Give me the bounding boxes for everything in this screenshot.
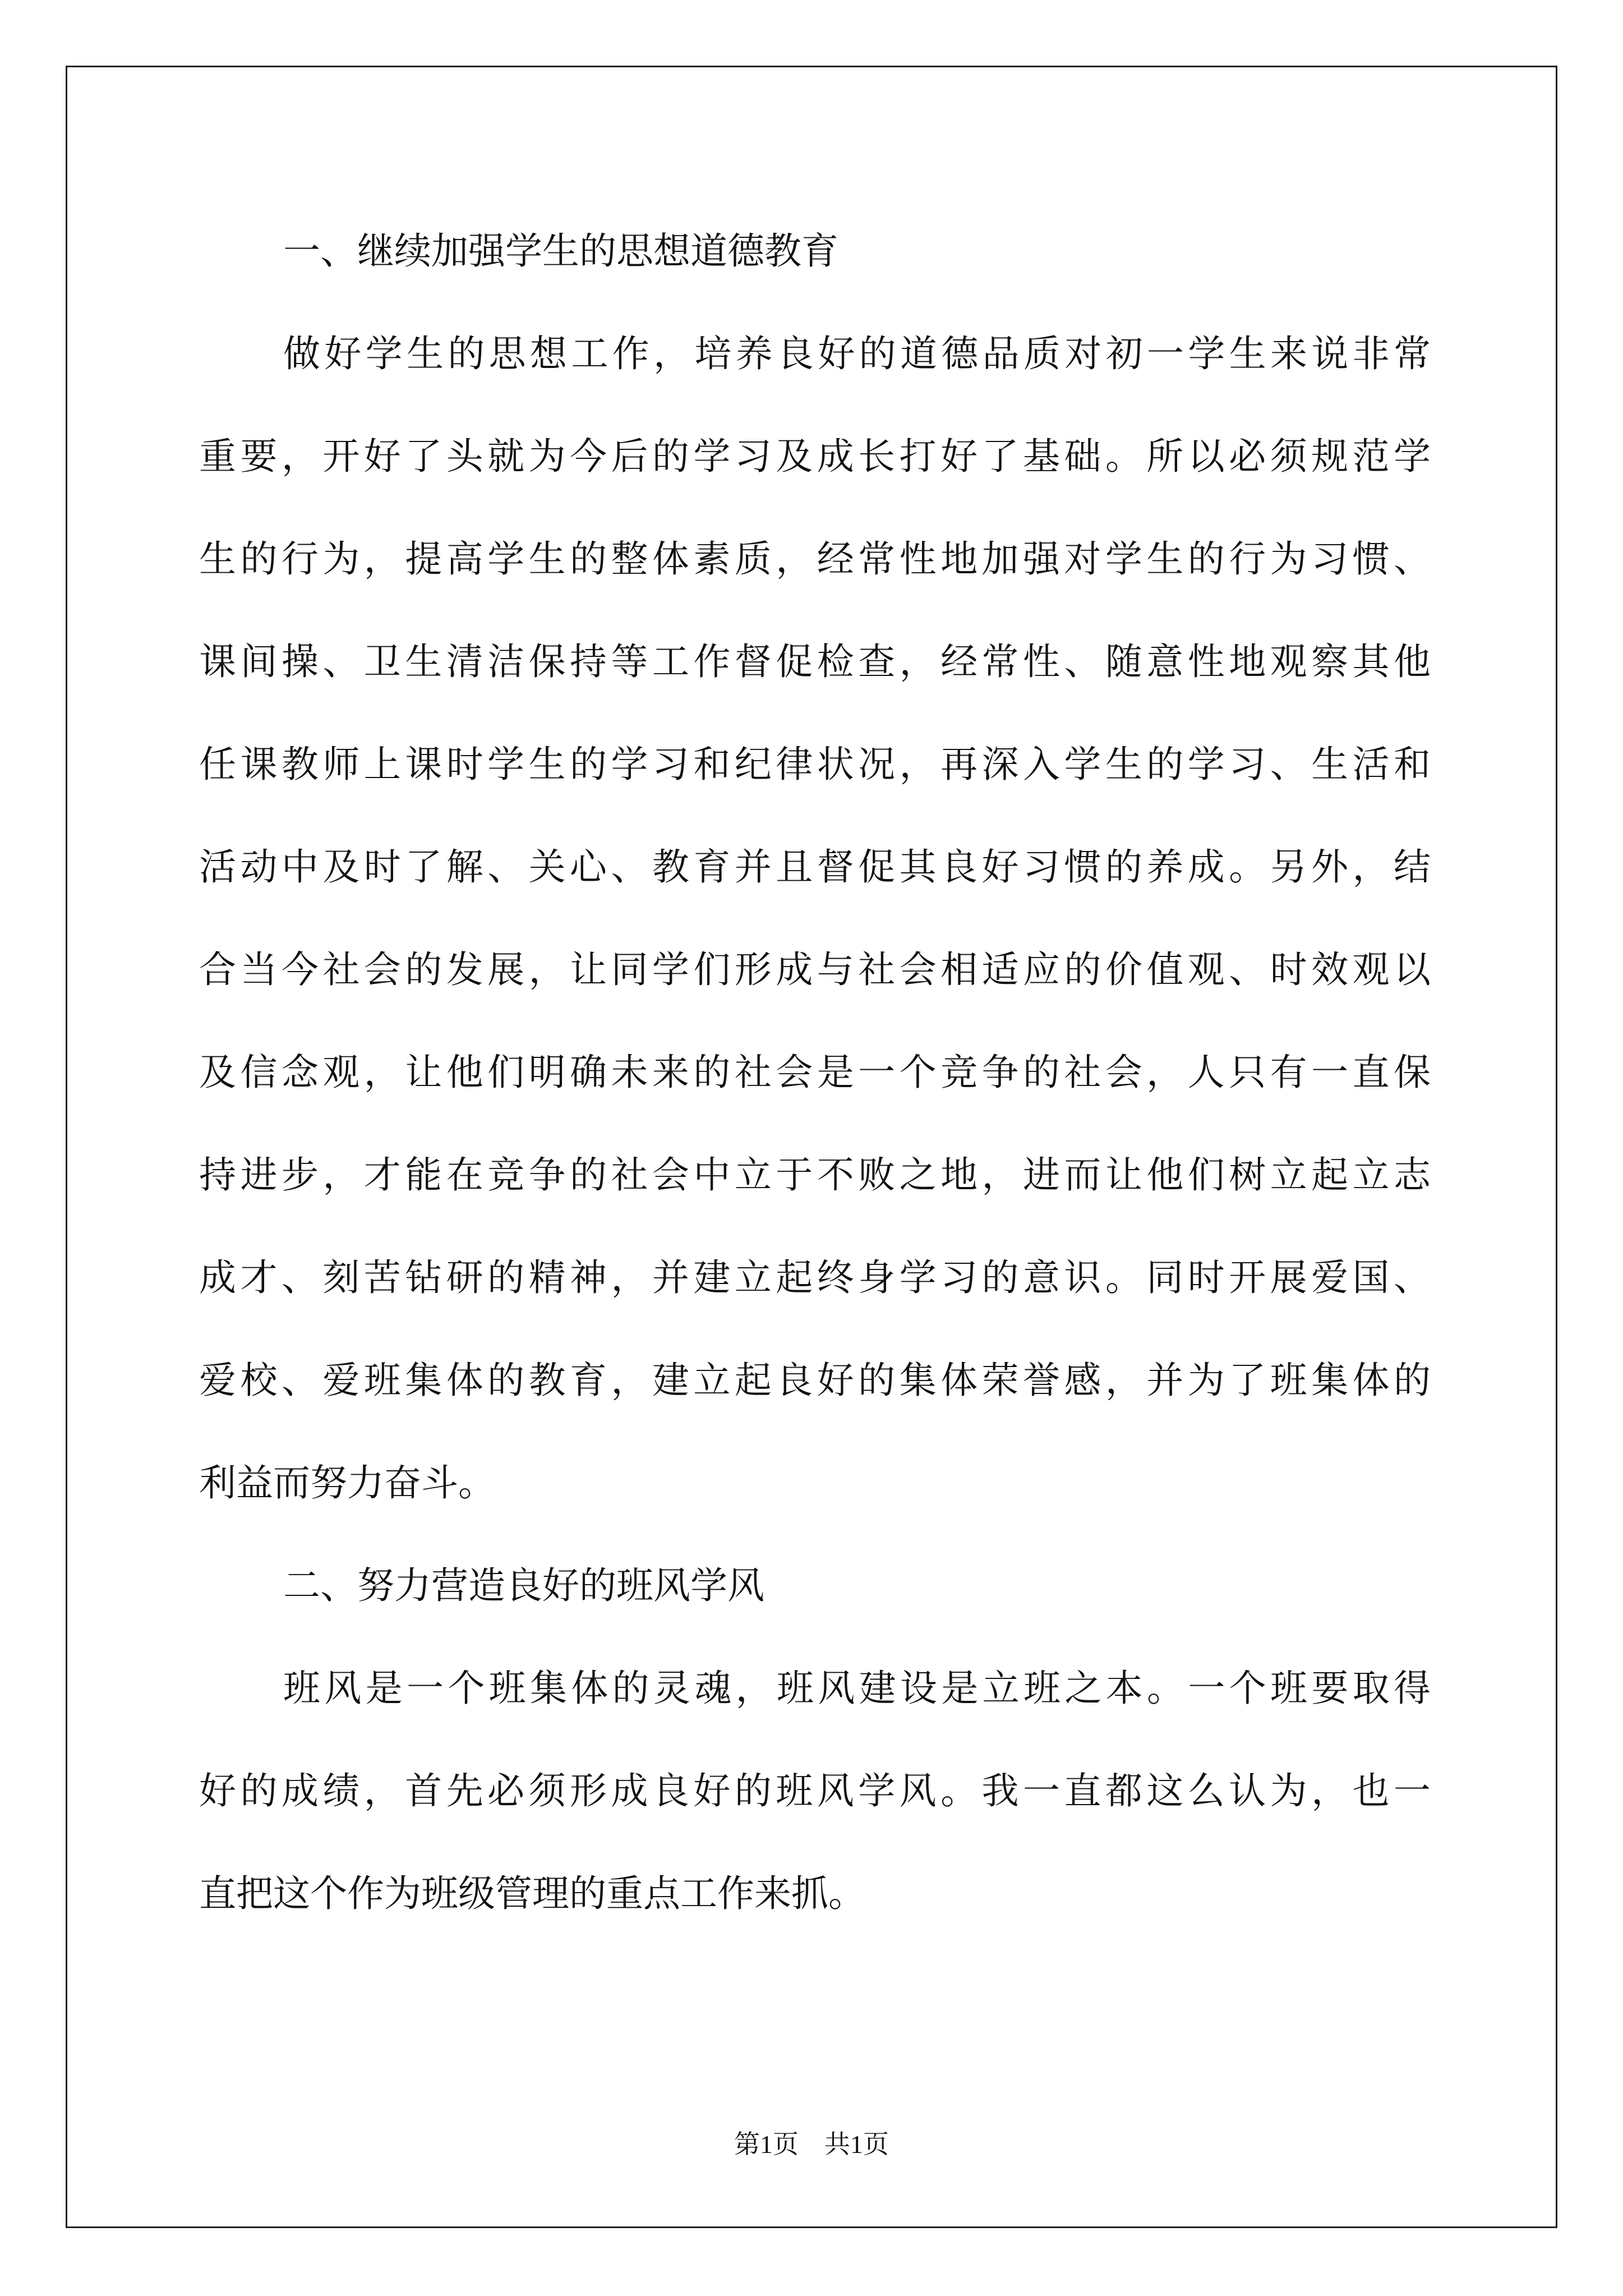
paragraph-line: 利益而努力奋斗。: [199, 1461, 495, 1504]
paragraph-line: 活动中及时了解、关心、教育并且督促其良好习惯的养成。另外，结: [199, 845, 1431, 889]
heading-2: 二、努力营造良好的班风学风: [283, 1564, 764, 1607]
paragraph-line: 合当今社会的发展，让同学们形成与社会相适应的价值观、时效观以: [199, 948, 1431, 991]
paragraph-line: 任课教师上课时学生的学习和纪律状况，再深入学生的学习、生活和: [199, 743, 1431, 786]
paragraph-line: 做好学生的思想工作，培养良好的道德品质对初一学生来说非常: [283, 332, 1431, 375]
paragraph-line: 生的行为，提高学生的整体素质，经常性地加强对学生的行为习惯、: [199, 537, 1431, 581]
page-footer: 第1页 共1页: [734, 2130, 889, 2159]
paragraph-line: 持进步，才能在竞争的社会中立于不败之地，进而让他们树立起立志: [199, 1153, 1431, 1197]
paragraph-line: 直把这个作为班级管理的重点工作来抓。: [199, 1872, 865, 1915]
paragraph-line: 及信念观，让他们明确未来的社会是一个竞争的社会，人只有一直保: [199, 1051, 1431, 1094]
paragraph-line: 爱校、爱班集体的教育，建立起良好的集体荣誉感，并为了班集体的: [199, 1359, 1431, 1402]
paragraph-line: 班风是一个班集体的灵魂，班风建设是立班之本。一个班要取得: [283, 1667, 1431, 1710]
heading-1: 一、继续加强学生的思想道德教育: [283, 229, 838, 273]
paragraph-line: 课间操、卫生清洁保持等工作督促检查，经常性、随意性地观察其他: [199, 640, 1431, 683]
paragraph-line: 好的成绩，首先必须形成良好的班风学风。我一直都这么认为，也一: [199, 1769, 1431, 1812]
paragraph-line: 成才、刻苦钻研的精神，并建立起终身学习的意识。同时开展爱国、: [199, 1256, 1431, 1299]
paragraph-line: 重要，开好了头就为今后的学习及成长打好了基础。所以必须规范学: [199, 435, 1431, 478]
